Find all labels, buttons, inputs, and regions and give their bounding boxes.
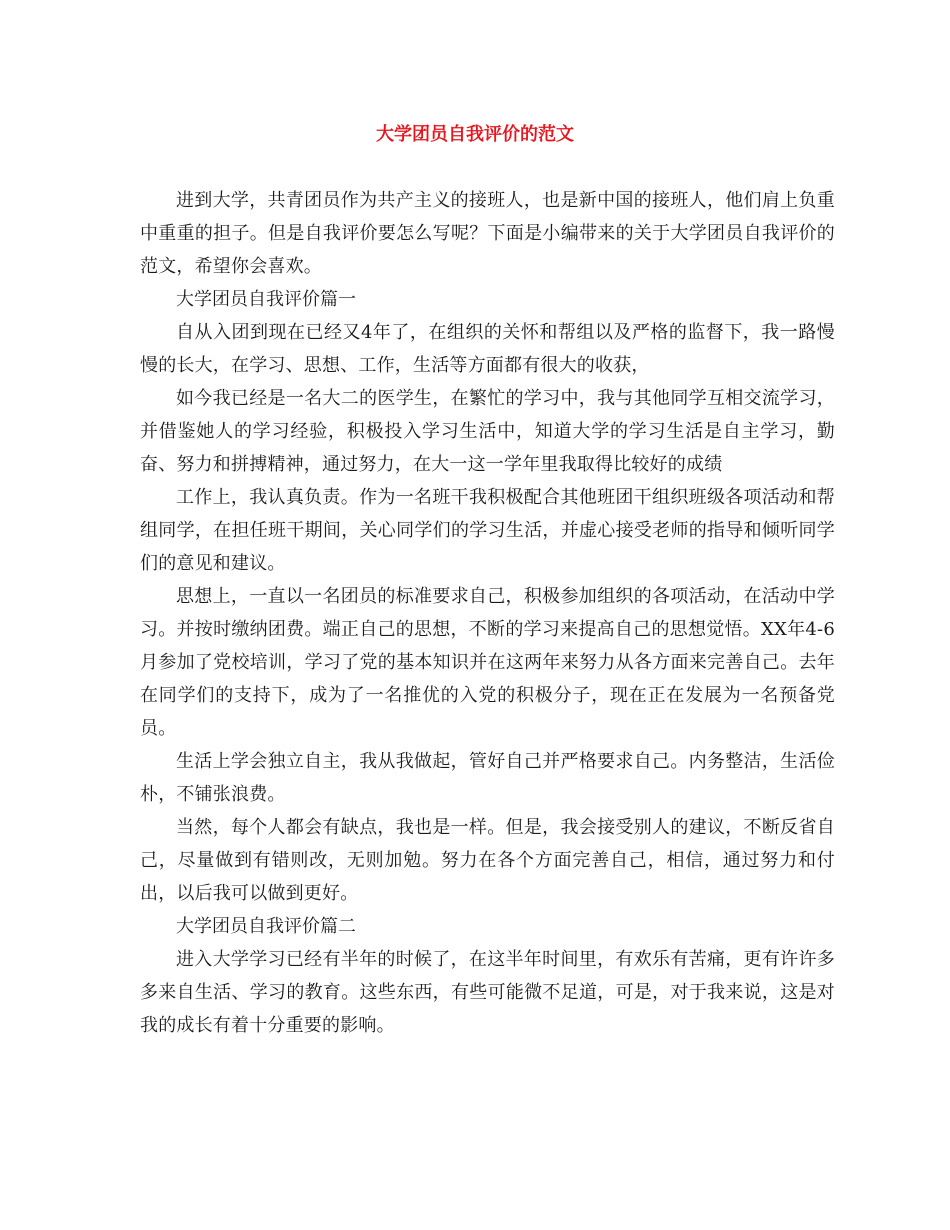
section-heading-2: 大学团员自我评价篇二 (176, 916, 356, 937)
section1-paragraph-1: 自从入团到现在已经又4年了，在组织的关怀和帮组以及严格的监督下，我一路慢慢的长大，在学习、思想、工作，生活等方面都有很大的收获， (140, 322, 835, 376)
section1-paragraph-5: 生活上学会独立自主，我从我做起，管好自己并严格要求自己。内务整洁，生活俭朴，不铺张浪费。 (140, 751, 835, 805)
document-title: 大学团员自我评价的范文 (376, 124, 574, 145)
document-body (140, 184, 835, 1042)
section2-paragraph-1: 进入大学学习已经有半年的时候了，在这半年时间里，有欢乐有苦痛，更有许许多多来自生活、学习的教育。这些东西，有些可能微不足道，可是，对于我来说，这是对我的成长有着十分重要的影响。 (140, 949, 835, 1036)
section1-paragraph-2: 如今我已经是一名大二的医学生，在繁忙的学习中，我与其他同学互相交流学习，并借鉴她人的学习经验，积极投入学习生活中，知道大学的学习生活是自主学习，勤奋、努力和拼搏精神，通过努力，在大一这一学年里我取得比较好的成绩 (140, 388, 835, 475)
intro-paragraph: 进到大学，共青团员作为共产主义的接班人，也是新中国的接班人，他们肩上负重中重重的担子。但是自我评价要怎么写呢？下面是小编带来的关于大学团员自我评价的范文，希望你会喜欢。 (140, 190, 835, 277)
section1-paragraph-4: 思想上，一直以一名团员的标准要求自己，积极参加组织的各项活动，在活动中学习。并按时缴纳团费。端正自己的思想，不断的学习来提高自己的思想觉悟。XX年4-6月参加了党校培训，学习了党的基本知识并在这两年来努力从各方面来完善自己。去年在同学们的支持下，成为了一名推优的入党的积极分子，现在正在发展为一名预备党员。 (140, 586, 835, 739)
section-heading-1: 大学团员自我评价篇一 (176, 289, 356, 310)
section1-paragraph-6: 当然，每个人都会有缺点，我也是一样。但是，我会接受别人的建议，不断反省自己，尽量做到有错则改，无则加勉。努力在各个方面完善自己，相信，通过努力和付出，以后我可以做到更好。 (140, 817, 835, 904)
section1-paragraph-3: 工作上，我认真负责。作为一名班干我积极配合其他班团干组织班级各项活动和帮组同学，在担任班干期间，关心同学们的学习生活，并虚心接受老师的指导和倾听同学们的意见和建议。 (140, 487, 835, 574)
